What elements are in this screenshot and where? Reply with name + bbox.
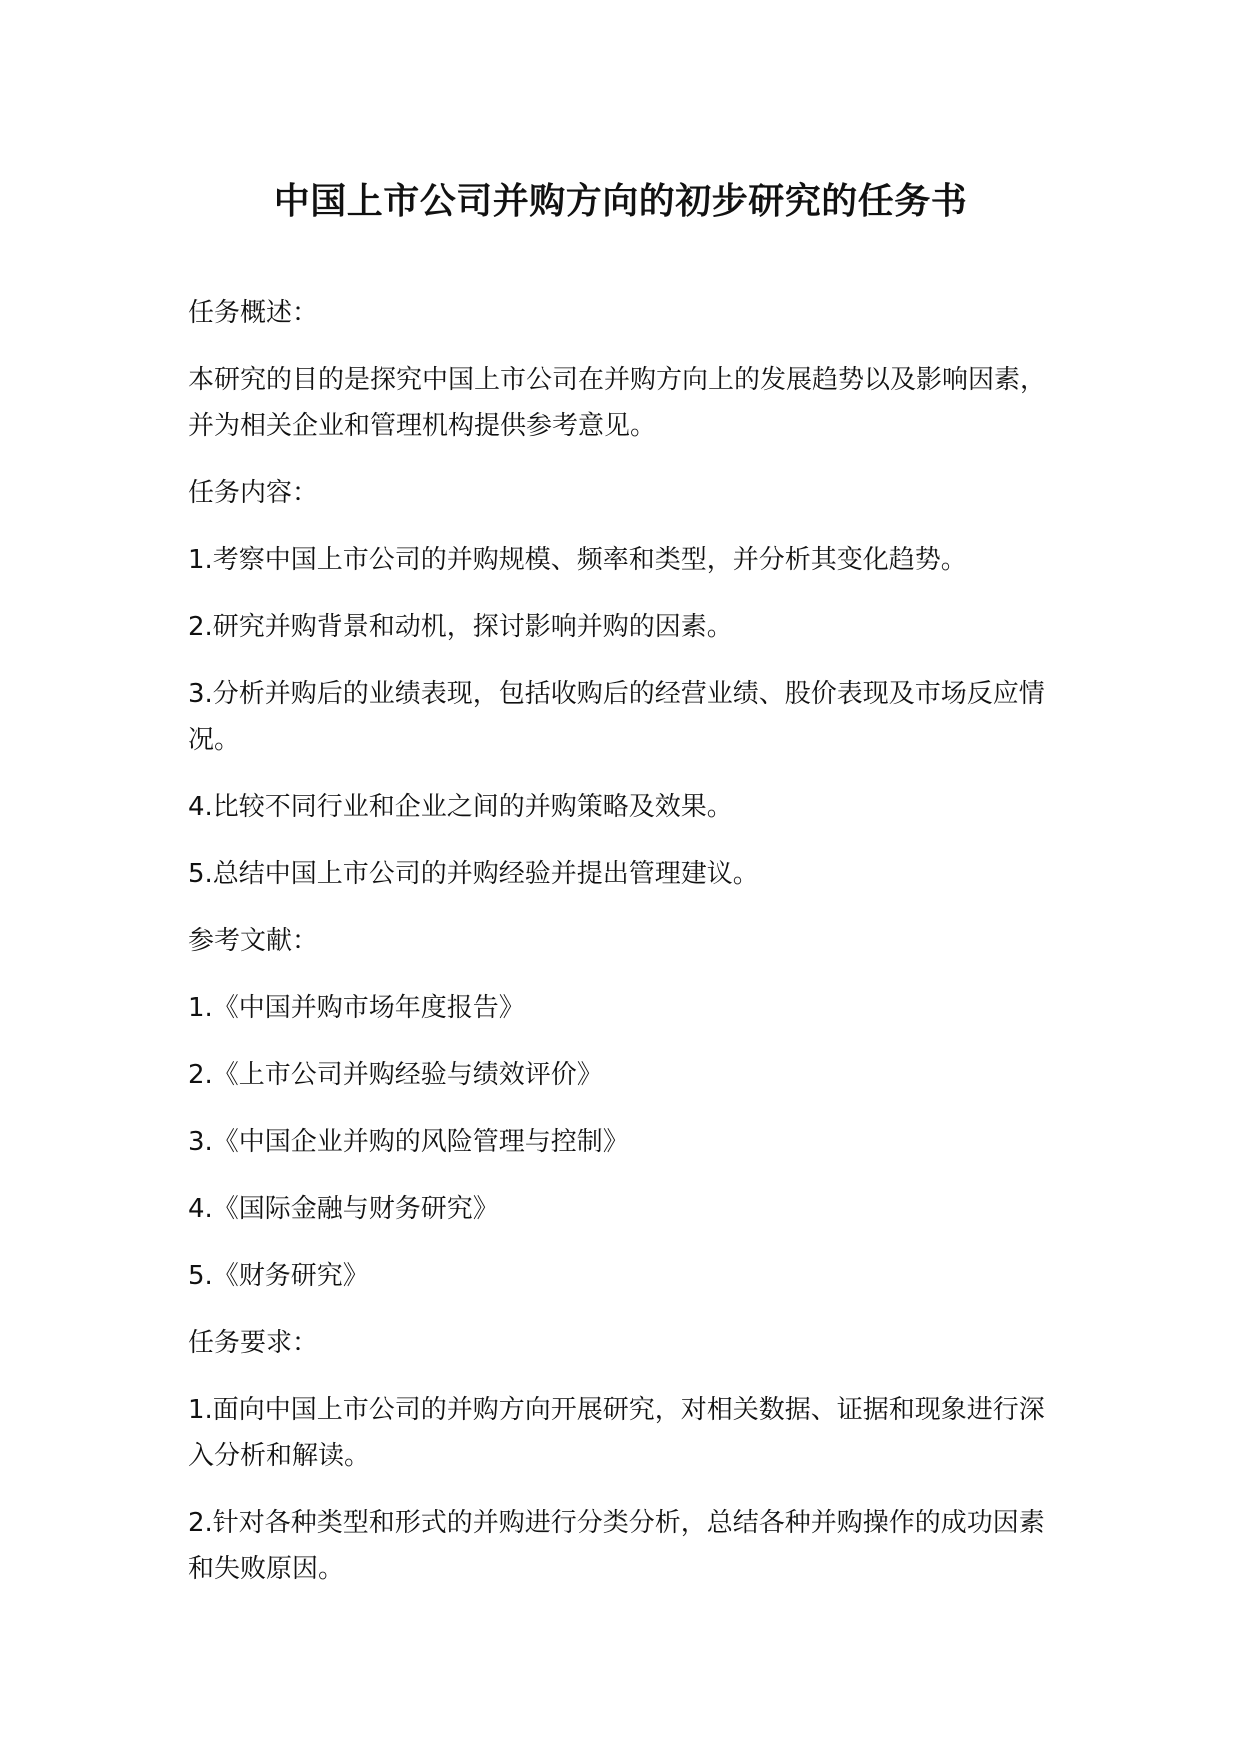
content-heading: 任务内容： [188,478,319,508]
reference-item: 5.《财务研究》 [188,1261,369,1291]
requirements-heading: 任务要求： [188,1328,319,1358]
requirement-item: 1.面向中国上市公司的并购方向开展研究，对相关数据、证据和现象进行深入分析和解读。 [188,1395,1045,1471]
content-item: 3.分析并购后的业绩表现，包括收购后的经营业绩、股价表现及市场反应情况。 [188,679,1045,755]
reference-item: 3.《中国企业并购的风险管理与控制》 [188,1127,629,1157]
reference-item: 4.《国际金融与财务研究》 [188,1194,499,1224]
content-item: 5.总结中国上市公司的并购经验并提出管理建议。 [188,859,759,889]
requirement-item: 2.针对各种类型和形式的并购进行分类分析，总结各种并购操作的成功因素和失败原因。 [188,1508,1045,1584]
reference-item: 2.《上市公司并购经验与绩效评价》 [188,1060,603,1090]
content-item: 1.考察中国上市公司的并购规模、频率和类型，并分析其变化趋势。 [188,545,967,575]
overview-text: 本研究的目的是探究中国上市公司在并购方向上的发展趋势以及影响因素，并为相关企业和管理机构提供参考意见。 [188,365,1047,441]
document-title: 中国上市公司并购方向的初步研究的任务书 [273,181,968,222]
reference-item: 1.《中国并购市场年度报告》 [188,993,525,1023]
content-item: 2.研究并购背景和动机，探讨影响并购的因素。 [188,612,733,642]
content-item: 4.比较不同行业和企业之间的并购策略及效果。 [188,792,733,822]
document-body [188,290,1054,1613]
overview-heading: 任务概述： [188,298,319,328]
references-heading: 参考文献： [188,926,319,956]
